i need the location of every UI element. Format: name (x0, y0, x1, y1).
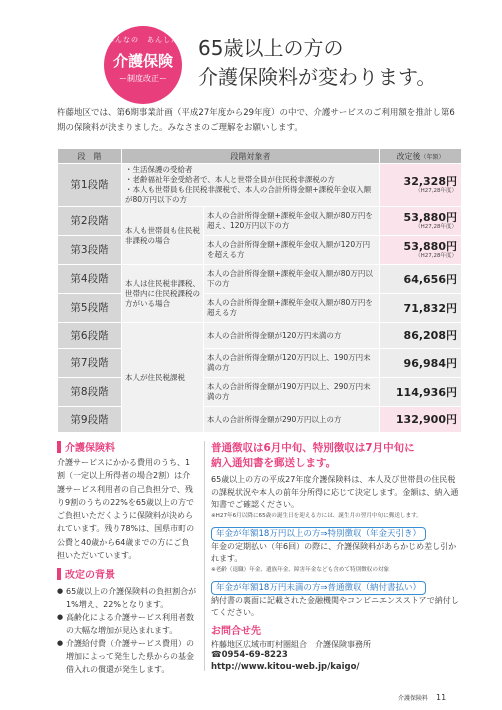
condition-cell: 本人の合計所得金額+課税年金収入額が80万円を超える方 (204, 294, 380, 323)
notice-heading (211, 441, 463, 471)
normal-collection-label: 年金が年額18万円未満の方⇒普通徴収（納付書払い） (211, 581, 426, 595)
table-row (58, 378, 462, 407)
list-item: ● 介護給付費（介護サービス費用）の増加によって発生した県からの基金借入れの償還が発生します。 (57, 637, 197, 676)
section-title-premium (57, 441, 197, 456)
stage-cell: 第2段階 (58, 207, 122, 236)
condition-cell: 本人の合計所得金額+課税年金収入額が120万円を超える方 (204, 236, 380, 265)
stage-cell: 第6段階 (58, 323, 122, 349)
stage-cell: 第7段階 (58, 349, 122, 378)
fee-cell (380, 294, 462, 323)
background-list (57, 585, 197, 676)
special-collection-text: 年金の定期払い（年6回）の際に、介護保険料があらかじめ差し引かれます。 (211, 541, 457, 563)
headline-line-2: 介護保険料が変わります。 (198, 65, 437, 89)
contact-block (211, 639, 463, 674)
table-row (58, 294, 462, 323)
section-title-text: 介護保険料 (65, 443, 115, 454)
kaigo-hoken-badge (104, 26, 182, 104)
header-stage: 段 階 (58, 149, 122, 164)
fee-cell (380, 407, 462, 433)
fee-cell (380, 207, 462, 236)
fee-note: （H27,28年度） (415, 224, 457, 230)
stage-cell: 第3段階 (58, 236, 122, 265)
stage1-conditions (122, 164, 380, 207)
condition-line: ・本人も世帯員も住民税非課税で、本人の合計所得金額+課税年金収入額が80万円以下の方 (125, 185, 372, 204)
condition-line: ・生活保護の受給者 (125, 165, 193, 174)
list-item: ● 高齢化による介護サービス利用者数の大幅な増加が見込まれます。 (57, 611, 197, 637)
stage-cell: 第4段階 (58, 265, 122, 294)
group-label-nontaxed-household: 本人も世帯員も住民税非課税の場合 (122, 207, 204, 265)
table-row (58, 349, 462, 378)
badge-title: 介護保険 (112, 52, 173, 70)
fee-note: （H27,28年度） (415, 253, 457, 259)
header-target: 段階対象者 (122, 149, 380, 164)
condition-cell: 本人の合計所得金額が120万円未満の方 (204, 323, 380, 349)
special-collection-note: ※老齢（退職）年金、遺族年金、障害年金なども含めて特別徴収の対象 (211, 566, 390, 573)
fee-amount: 114,936円 (395, 385, 457, 399)
fee-note: （H27,28年度） (415, 188, 457, 194)
condition-cell: 本人の合計所得金額が290万円以上の方 (204, 407, 380, 433)
premium-levels-table (57, 148, 462, 433)
fee-amount: 64,656円 (403, 272, 457, 286)
fee-cell (380, 164, 462, 207)
section-marker (57, 568, 61, 580)
stage-cell: 第1段階 (58, 164, 122, 207)
contact-title: お問合せ先 (211, 625, 261, 637)
notice-paragraph: 65歳以上の方の平成27年度介護保険料は、本人及び世帯員の住民税の課税状況や本人の前年分所得に応じて決定します。金額は、納入通知書でご確認ください。 (211, 475, 459, 509)
table-header-row (58, 149, 462, 164)
headline-line-1: 65歳以上の方の (198, 36, 344, 60)
stage-cell: 第5段階 (58, 294, 122, 323)
fee-cell (380, 378, 462, 407)
group-label-taxed-household: 本人は住民税非課税、世帯内に住民税課税の方がいる場合 (122, 265, 204, 323)
table-row (58, 323, 462, 349)
fee-cell (380, 265, 462, 294)
notice-heading-line-1: 普通徴収は6月中旬、特別徴収は7月中旬に (211, 442, 415, 454)
section-title-text: 改定の背景 (65, 570, 115, 582)
stage-cell: 第9段階 (58, 407, 122, 433)
badge-arc-text: みんなの あんしん (107, 36, 179, 44)
notice-heading-line-2: 納入通知書を郵送します。 (211, 457, 337, 469)
table-row (58, 207, 462, 236)
condition-line: ・老齢福祉年金受給者で、本人と世帯全員が住民税非課税の方 (125, 175, 335, 184)
table-row (58, 164, 462, 207)
badge-subtitle: ー制度改正ー (119, 74, 167, 83)
left-column (57, 441, 197, 676)
condition-cell: 本人の合計所得金額が120万円以上、190万円未満の方 (204, 349, 380, 378)
footer-label: 介護保険料 (398, 695, 429, 702)
notice-footnote: ※H27年6月以降に65歳の誕生日を迎える方には、誕生月の翌月中旬に郵送します。 (211, 512, 422, 519)
premium-explanation: 介護サービスにかかる費用のうち、1割（一定以上所得者の場合2割）は介護サービス利用者の自己負担分で、残り9割のうちの22%を65歳以上の方でご負担いただくように保険料が決められています。残り78%は、国県市町の公費と40歳から64歳までの方にご負担いただいています。 (57, 458, 195, 561)
section-marker (57, 441, 61, 453)
stage-cell: 第8段階 (58, 378, 122, 407)
condition-cell: 本人の合計所得金額+課税年金収入額が80万円以下の方 (204, 265, 380, 294)
fee-cell (380, 349, 462, 378)
right-column (211, 441, 463, 673)
page-footer (398, 693, 446, 702)
fee-amount: 71,832円 (403, 301, 457, 315)
fee-cell (380, 236, 462, 265)
fee-amount: 53,880円 (403, 240, 457, 253)
fee-amount: 53,880円 (403, 211, 457, 224)
condition-cell: 本人の合計所得金額+課税年金収入額が80万円を超え、120万円以下の方 (204, 207, 380, 236)
list-item: ● 65歳以上の介護保険料の負担割合が1%増え、22%となります。 (57, 585, 197, 611)
group-label-self-taxed: 本人が住民税課税 (122, 323, 204, 433)
header-fee-label: 改定後 (396, 151, 421, 161)
normal-collection-text: 納付書の裏面に記載された金融機関やコンビニエンスストアで納付してください。 (211, 595, 459, 617)
fee-amount: 86,208円 (403, 329, 457, 342)
page-number: 11 (436, 693, 447, 702)
condition-cell: 本人の合計所得金額が190万円以上、290万円未満の方 (204, 378, 380, 407)
fee-amount: 132,900円 (395, 413, 457, 426)
header-fee (380, 149, 462, 164)
fee-amount: 96,984円 (403, 356, 457, 370)
intro-paragraph: 杵藤地区では、第6期事業計画（平成27年度から29年度）の中で、介護サービスのご利用額を推計し第6期の保険料が決まりました。みなさまのご理解をお願いします。 (57, 108, 455, 133)
column-divider (204, 441, 205, 671)
contact-phone[interactable]: ☎0954-69-8223 (211, 650, 288, 660)
fee-amount: 32,328円 (403, 175, 457, 188)
header-fee-unit: （年額） (420, 153, 445, 161)
table-row (58, 236, 462, 265)
special-collection-label: 年金が年額18万円以上の方⇒特別徴収（年金天引き） (211, 527, 426, 541)
table-row (58, 407, 462, 433)
table-row (58, 265, 462, 294)
contact-organization: 杵藤地区広域市町村圏組合 介護保険事務所 (211, 639, 371, 649)
fee-cell (380, 323, 462, 349)
page-headline (198, 34, 436, 92)
section-title-background (57, 568, 197, 583)
contact-url-link[interactable]: http://www.kitou-web.jp/kaigo/ (211, 661, 360, 672)
